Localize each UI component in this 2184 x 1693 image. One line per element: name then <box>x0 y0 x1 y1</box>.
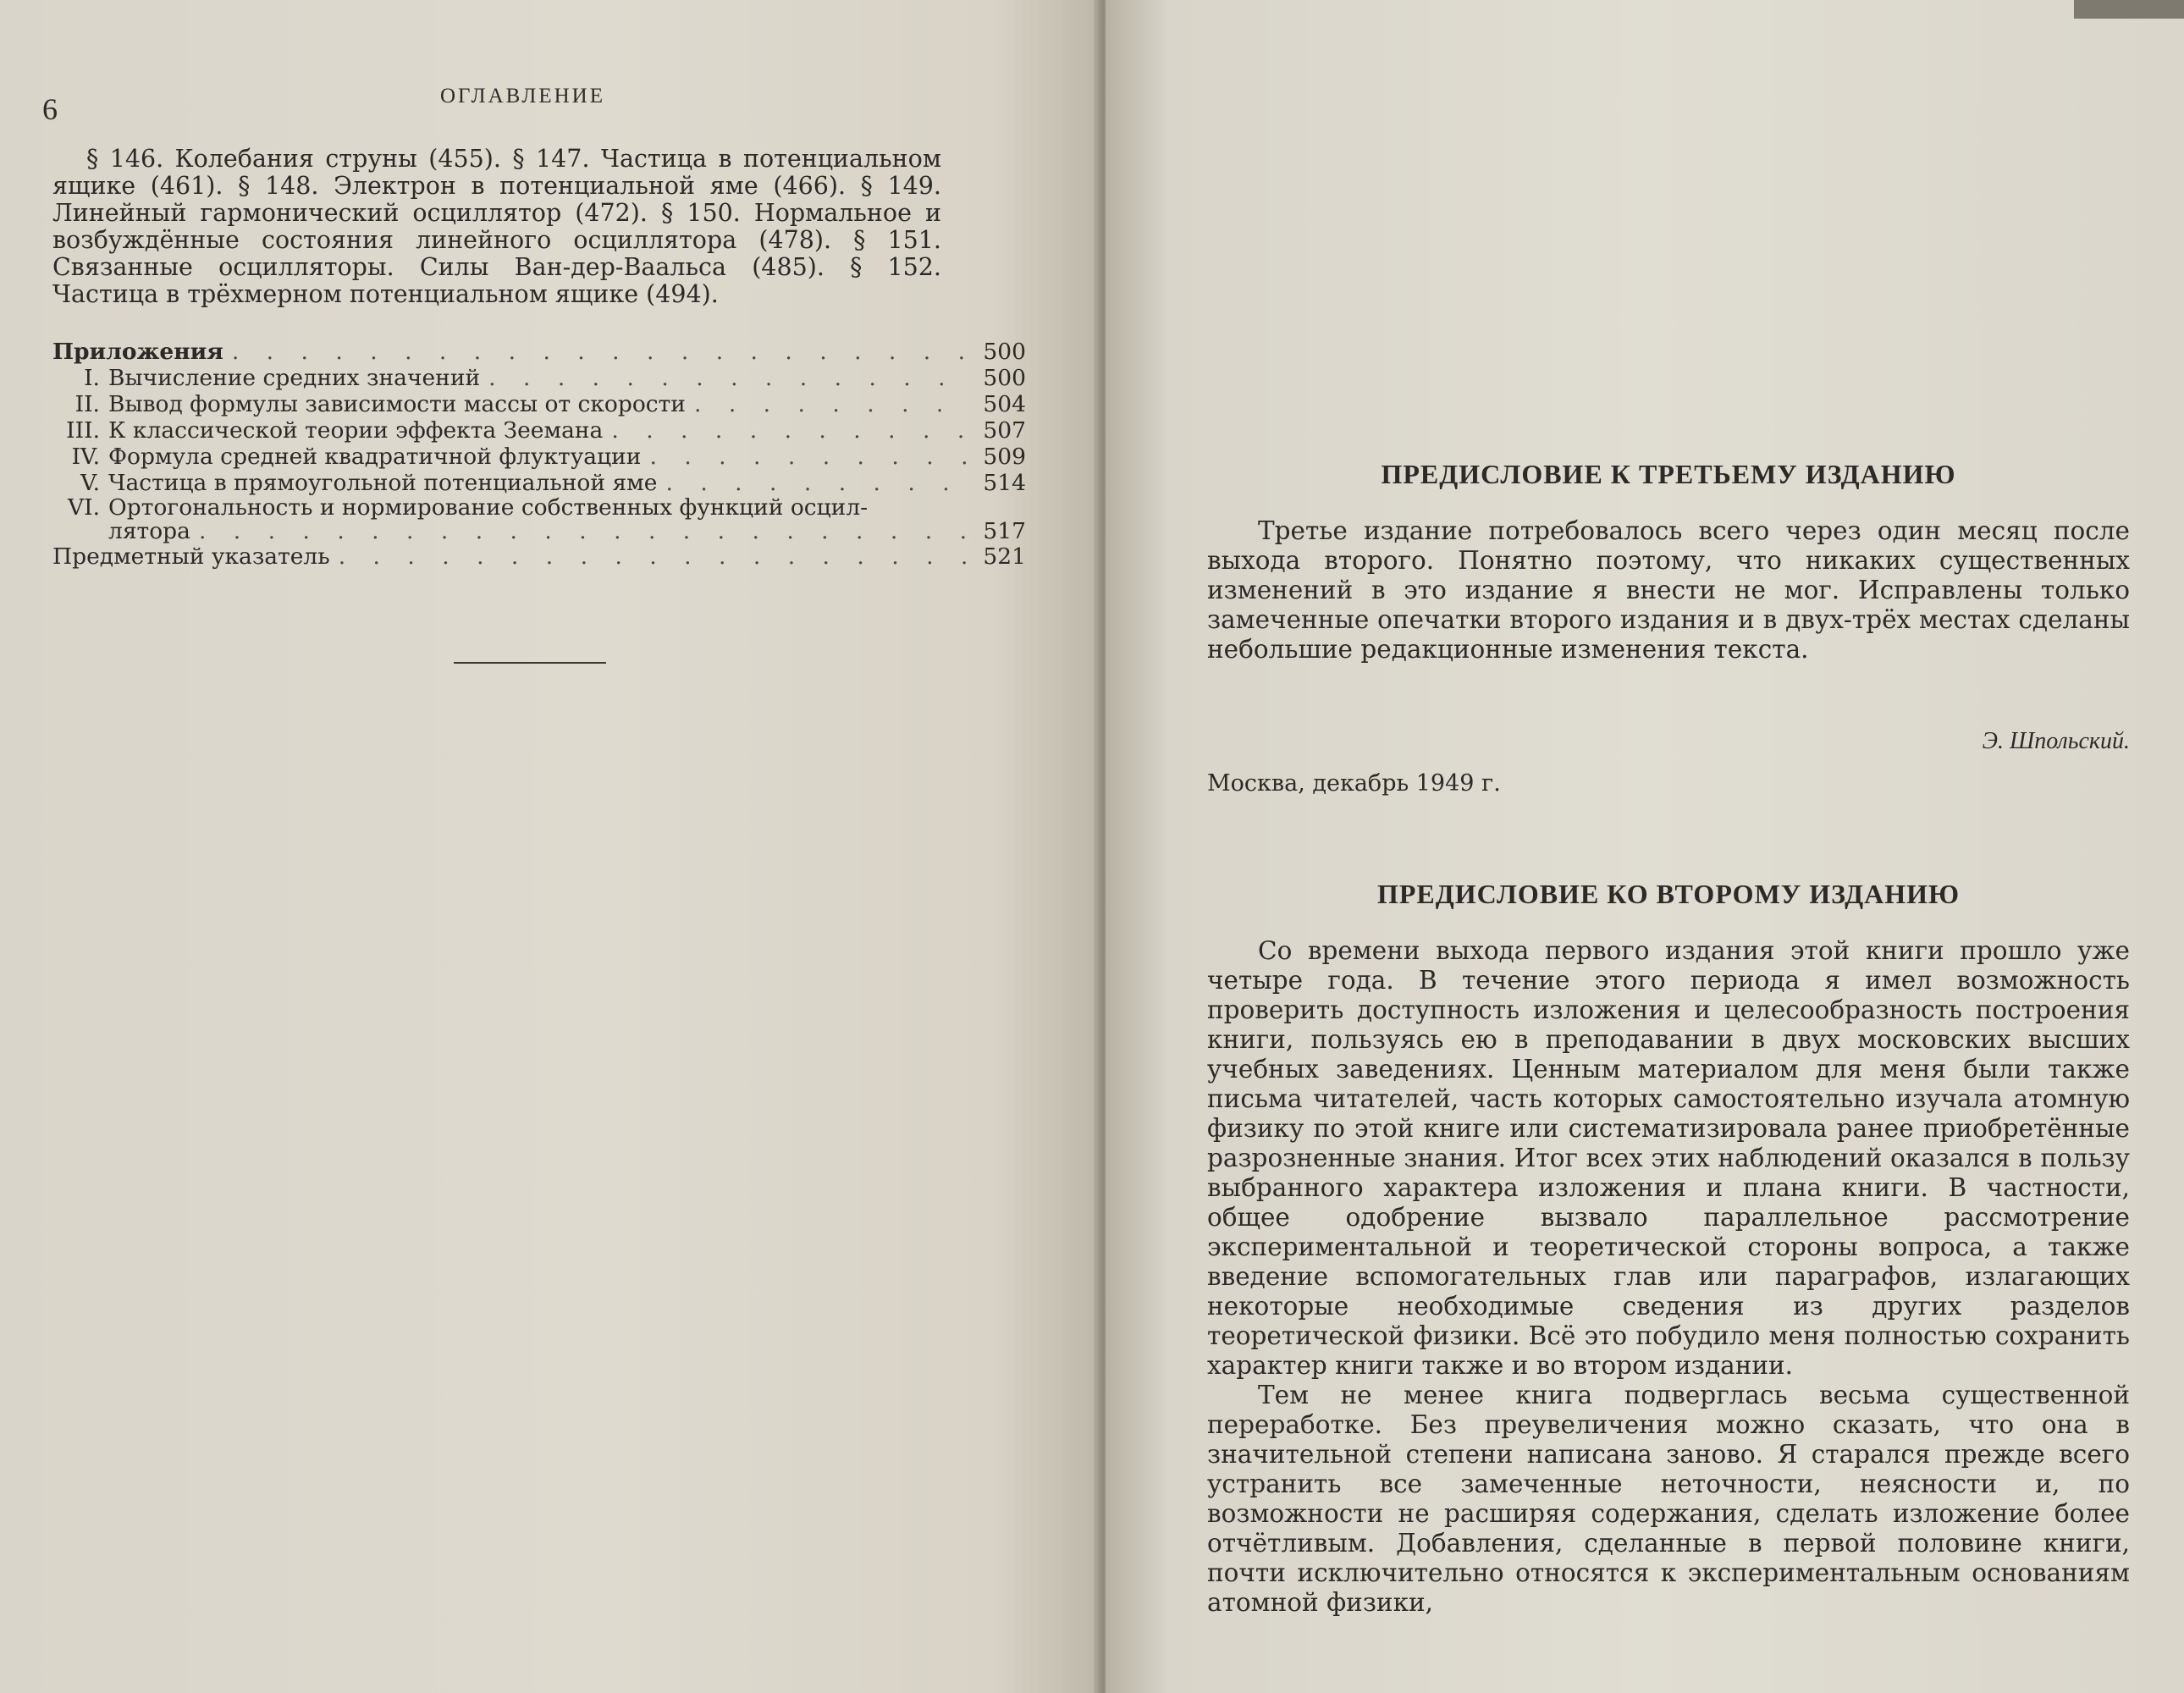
toc-row-continuation <box>52 520 1026 543</box>
toc-page: 507 <box>983 417 1026 444</box>
toc-page: 514 <box>983 470 1026 496</box>
toc-row <box>52 470 1026 496</box>
page-number: 6 <box>42 92 58 126</box>
toc-row <box>52 417 1026 444</box>
toc-page: 500 <box>983 339 1026 365</box>
toc-row <box>52 365 1026 391</box>
appendix-list <box>52 339 1026 570</box>
toc-num: II. <box>74 391 100 417</box>
toc-page: 504 <box>983 391 1026 417</box>
signature: Э. Шпольский. <box>1982 728 2130 754</box>
leader-dots <box>199 520 967 543</box>
paragraph: Тем не менее книга подверглась весьма существенной переработке. Без преувеличения можно сказать, что она в значительной степени написана заново. Я старался прежде всего устранить все замеченные неточности, неясности и, по возможности не расширяя содержания, сделать изложение более отчётливым. Добавления, сделанные в первой половине книги, почти исключительно относятся к экспериментальным основаниям атомной физики, <box>1207 1381 2130 1617</box>
toc-title: Ортогональность и нормирование собственных функций осцил- <box>108 494 869 521</box>
leader-dots <box>665 470 967 496</box>
leader-dots <box>611 417 967 444</box>
toc-title: Формула средней квадратичной флуктуации <box>108 444 642 470</box>
toc-row-appendix <box>52 339 1026 365</box>
toc-paragraph: § 146. Колебания струны (455). § 147. Частица в потенциальном ящике (461). § 148. Электрон в потенциальной яме (466). § 149. Линейный гармонический осциллятор (472). § 150. Нормальное и возбуждённые состояния линейного осциллятора (478). § 151. Связанные осцилляторы. Силы Ван-дер-Ваальса (485). § 152. Частица в трёхмерном потенциальном ящике (494). <box>52 145 941 308</box>
end-rule <box>454 662 606 664</box>
leader-dots <box>232 339 967 365</box>
toc-page: 521 <box>983 543 1026 570</box>
toc-num: VI. <box>67 494 100 521</box>
toc-page: 517 <box>983 518 1026 544</box>
leader-dots <box>488 365 967 391</box>
running-head: ОГЛАВЛЕНИЕ <box>440 85 605 108</box>
toc-row-index <box>52 543 1026 570</box>
toc-title: Вывод формулы зависимости массы от скорости <box>108 391 686 417</box>
place-date: Москва, декабрь 1949 г. <box>1207 770 1501 797</box>
leader-dots <box>339 543 967 570</box>
toc-title: Вычисление средних значений <box>108 365 481 391</box>
heading-second-edition: ПРЕДИСЛОВИЕ КО ВТОРОМУ ИЗДАНИЮ <box>1376 879 1961 909</box>
toc-num: III. <box>66 417 100 444</box>
toc-row <box>52 444 1026 470</box>
third-edition-text <box>1207 516 2130 665</box>
toc-title: Частица в прямоугольной потенциальной яме <box>108 470 658 496</box>
toc-row <box>52 391 1026 417</box>
paragraph: Со времени выхода первого издания этой книги прошло уже четыре года. В течение этого периода я имел возможность проверить доступность изложения и целесообразность построения книги, пользуясь ею в преподавании в двух московских высших учебных заведениях. Ценным материалом для меня были также письма читателей, часть которых самостоятельно изучала атомную физику по этой книге или систематизировала ранее приобретённые разрозненные знания. Итог всех этих наблюдений оказался в пользу выбранного характера изложения и плана книги. В частности, общее одобрение вызвало параллельное рассмотрение экспериментальной и теоретической стороны вопроса, а также введение вспомогательных глав или параграфов, излагающих некоторые необходимые сведения из других разделов теоретической физики. Всё это побудило меня полностью сохранить характер книги также и во втором издании. <box>1207 936 2130 1380</box>
second-edition-text <box>1207 936 2130 1618</box>
toc-num: I. <box>84 365 100 391</box>
toc-num: V. <box>80 470 100 496</box>
toc-page: 509 <box>983 444 1026 470</box>
toc-title: К классической теории эффекта Зеемана <box>108 417 604 444</box>
paragraph: Третье издание потребовалось всего через один месяц после выхода второго. Понятно поэтому, что никаких существенных изменений в это издание я внести не мог. Исправлены только замеченные опечатки второго издания и в двух-трёх местах сделаны небольшие редакционные изменения текста. <box>1207 516 2130 664</box>
background-edge <box>2074 0 2184 19</box>
toc-page: 500 <box>983 365 1026 391</box>
leader-dots <box>694 391 967 417</box>
leader-dots <box>649 444 967 470</box>
toc-title-continued: лятора <box>108 518 190 544</box>
toc-row <box>52 496 1026 520</box>
index-title: Предметный указатель <box>52 543 330 570</box>
toc-num: IV. <box>71 444 100 470</box>
heading-third-edition: ПРЕДИСЛОВИЕ К ТРЕТЬЕМУ ИЗДАНИЮ <box>1381 459 1956 489</box>
appendix-title: Приложения <box>52 339 223 365</box>
